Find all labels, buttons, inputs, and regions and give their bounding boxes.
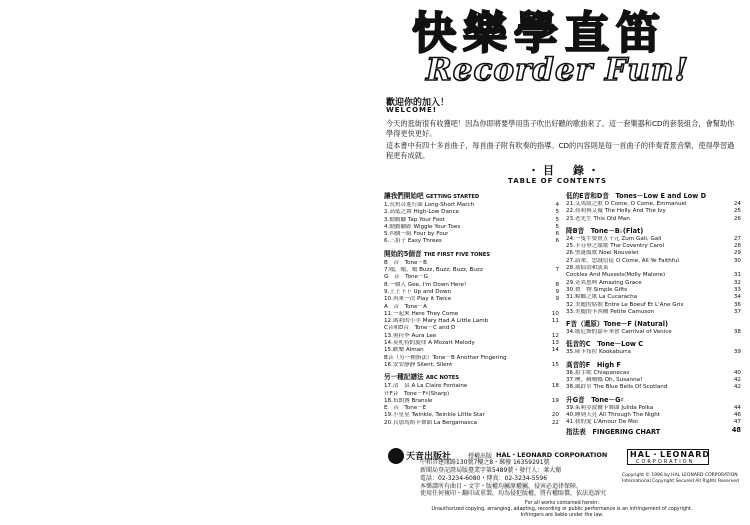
toc-entry[interactable] [566,201,741,208]
toc-entry-page: 9 [555,288,559,295]
toc-entry-title: 6.三拍子 Easy Threes [384,238,442,245]
toc-entry-title: 28.塞仙翁和淡菜 [566,265,609,272]
toc-entry[interactable] [384,333,559,340]
toc-entry-title: 31.蟑螂之歌 La Cucaracha [566,294,638,301]
toc-section-title: 開始的5個音 [384,249,422,258]
toc-entry-title: B音（另一種指法）Tone－B Another Fingering [384,354,507,361]
toc-section-title: 讓我們開始吧 [384,192,424,200]
toc-entry-page: 39 [733,349,741,356]
toc-entry[interactable] [566,370,741,377]
toc-entry[interactable] [384,412,559,419]
toc-entry-title: 21.艾馬紐之歌 O Come, O Come, Emmanuel [566,201,687,207]
toc-entry[interactable] [566,309,741,316]
toc-entry[interactable] [566,412,741,419]
toc-entry-page: 33 [733,286,741,293]
toc-entry[interactable] [384,296,559,303]
toc-entry-page: 11 [551,318,559,325]
toc-entry[interactable] [384,318,559,325]
toc-heading: ・目 錄・ [528,164,603,177]
toc-entry[interactable] [384,325,559,332]
toc-entry[interactable] [384,383,559,390]
toc-entry-page: 6 [555,231,559,238]
toc-entry[interactable] [384,304,559,311]
toc-entry-page: 7 [555,267,559,274]
toc-entry-title: C音和D音 Tone－C and D [384,325,456,332]
toc-entry[interactable] [566,258,741,265]
welcome-heading-english: WELCOME! [386,106,437,114]
toc-entry-page [557,260,559,267]
toc-entry-title: Cockles And Mussels(Molly Malone) [566,272,666,279]
toc-entry-title: 39.茱莉亞波爾卡舞曲 Julida Polka [566,404,654,411]
toc-entry[interactable] [384,267,559,274]
toc-entry-title: A 音 Tone－A [384,303,427,310]
toc-entry-title: 41.我的愛 L'Amour De Moi [566,419,638,426]
toc-entry-title: 38.風鈴草 The Blue Bells Of Scotland [566,384,668,391]
toc-section-heading [566,340,741,349]
toc-entry-title: 3.動動腳 Tap Your Foot [384,216,445,223]
toc-entry[interactable] [384,224,559,231]
toc-entry[interactable] [566,384,741,391]
toc-section-heading [384,192,559,202]
toc-section-title-english: GETTING STARTED [425,194,480,200]
toc-section-title-english: ABC NOTES [425,375,460,382]
toc-entry[interactable] [384,347,559,354]
toc-section-heading [384,373,559,383]
toc-entry-page: 5 [555,223,559,230]
toc-entry-title: 40.睡到天亮 All Through The Night [566,411,660,418]
toc-entry-page: 22 [551,419,559,426]
toc-entry-page: 4 [555,202,559,208]
toc-entry[interactable] [384,405,559,412]
toc-entry[interactable] [566,265,741,272]
fingering-chart-label: 指法表 FINGERING CHART [566,428,661,436]
toc-entry-title: 4.動動腳趾 Wiggle Your Toes [384,223,461,230]
toc-entry-page: 24 [733,201,741,207]
toc-entry-page: 6 [555,238,559,245]
toc-entry[interactable] [384,231,559,238]
toc-entry-page [557,304,559,311]
toc-entry-page [557,391,559,398]
toc-entry-page: 18 [551,383,559,390]
toc-entry[interactable] [384,274,559,281]
toc-entry-title: 17.清 泉 A La Claire Fontaine [384,383,468,390]
toc-entry-title: 11.一起來 Here They Come [384,310,459,317]
toc-section-heading [566,320,741,329]
toc-entry-page: 36 [733,301,741,308]
toc-section-title-english: THE FIRST FIVE TONES [423,251,491,258]
toc-entry-title: 25.卡芬垂之頌歌 The Coventry Carol [566,243,665,250]
toc-entry-title: 2.高低之舞 High-Low Dance [384,209,459,216]
toc-entry-title: 27.請來，忠誠信徒 O Come, All Ye Faithful [566,257,679,264]
toc-section-heading [384,250,559,260]
toc-entry-title: E 音 Tone－E [384,405,427,412]
left-page-blank [0,0,372,525]
toc-entry-page: 13 [551,340,559,347]
publisher-address-line: 本樂譜所有曲目・文字・版權均屬原權屬，侵害必追律保障。 [420,483,583,490]
toc-entry-page [557,405,559,412]
toc-entry-page [557,355,559,362]
toc-section-title: F音（還原）Tone－F (Natural) [566,320,668,329]
toc-entry-title: 22.荷莉與艾薇 The Holly And The Ivy [566,208,666,215]
toc-entry[interactable] [384,340,559,347]
toc-section-title: 低的E音和D音 Tones－Low E and Low D [566,192,707,200]
publisher-address-line: 電話：02-3234-6080・傳真：02-3234-5596 [420,475,548,482]
legal-notice-line: Infringers are liable under the law. [520,513,604,518]
toc-entry-title: 26.聖誕頌歌 Noel Nouvelet [566,250,639,257]
toc-left-column [384,188,559,427]
toc-entry[interactable] [384,289,559,296]
toc-section-heading [566,227,741,236]
hal-leonard-corp: CORPORATION [636,459,695,465]
publisher-corp: HAL・LEONARD CORPORATION [496,451,608,459]
toc-right-column [566,188,741,427]
toc-entry-title: 33.美麗的卡西爾 Petite Camuson [566,308,655,315]
toc-entry-page [557,325,559,332]
hal-leonard-logo: HAL・LEONARD [630,450,711,459]
toc-section-title: 升G音 Tone－G♯ [566,395,624,404]
toc-entry-page [557,274,559,281]
toc-entry[interactable] [384,420,559,427]
toc-entry[interactable] [384,362,559,369]
toc-entry-page: 47 [733,419,741,426]
publisher-address-line: 使用任何複印・翻印或重製，均為侵犯版權，將有權賠償，依法追訴究 [420,490,607,497]
toc-section-title: 低音的C Tone－Low C [566,340,644,349]
publisher-address-line: 新聞局登記證局版臺業字第5489號・發行人：莱大衛 [420,467,562,474]
toc-entry-page: 46 [733,411,741,418]
intro-paragraph-2: 這本書中有四十多首曲子，每首曲子附有吹奏的指導。CD的內容則是每一首曲子的伴奏背景音樂，使得學習過程更有成就。 [386,141,735,160]
toc-entry-title: 20.貝加馬斯卡舞曲 La Bergamasca [384,419,477,426]
toc-entry-page: 5 [555,209,559,216]
toc-entry[interactable] [566,280,741,287]
toc-entry[interactable] [566,236,741,243]
toc-entry[interactable] [566,208,741,215]
toc-entry-title: 12.瑪莉的小羊 Mary Had A Little Lamb [384,318,489,325]
toc-entry-title: 34.威尼斯的嘉年華會 Carnival of Venice [566,329,672,336]
publisher-name: 天音出版社 [406,452,452,462]
toc-entry[interactable] [566,302,741,309]
toc-entry-page: 8 [555,281,559,288]
publisher-logo-icon [388,448,404,464]
toc-entry-page: 31 [733,272,741,279]
toc-entry-title: G 音 Tone－G [384,274,428,281]
toc-section-title: 另一種記譜法 [384,373,424,382]
toc-section-title: 高音的F High F [566,360,621,369]
toc-entry-page: 20 [551,412,559,419]
toc-entry[interactable] [384,260,559,267]
toc-entry-title: 9.上上下下 Up and Down [384,288,452,295]
toc-entry-page: 29 [733,250,741,257]
toc-entry-page: 37 [733,308,741,315]
toc-entry-title: 18.布朗賽 Bransle [384,397,433,404]
fingering-chart-page: 48 [731,426,741,434]
toc-entry[interactable] [384,355,559,362]
toc-entry-page: 25 [733,208,741,215]
toc-entry-title: 1.長短音進行曲 Long-Short March [384,202,475,208]
toc-entry-title: 升F音 Tone－F♯(Sharp) [384,390,450,397]
toc-entry-page: 10 [551,310,559,317]
toc-entry-title: 19.小星星 Twinkle, Twinkle Little Star [384,412,485,419]
toc-entry-page: 34 [733,294,741,301]
intro-paragraph-1: 今天的逛街很有收獲吧！因為你即將要學用笛子吹出好聽的歌曲來了。這一套樂器和CD的套裝組合，會幫助你學得更快更好。 [386,119,735,138]
copyright-line: Copyright © 1996 by HAL LEONARD CORPORATION [622,473,738,478]
toc-entry-page: 28 [733,243,741,250]
toc-entry-page: 32 [733,279,741,286]
toc-entry-title: 16.安安靜靜 Silent, Silent [384,361,453,368]
toc-entry[interactable] [384,238,559,245]
toc-entry-title: 23.老先生 This Old Man [566,215,630,222]
toc-entry[interactable] [566,243,741,250]
toc-entry[interactable] [566,216,741,223]
toc-entry-title: 37.噢，蘇珊娜 Oh, Susanna! [566,377,643,384]
toc-entry[interactable] [384,217,559,224]
toc-entry[interactable] [384,209,559,216]
toc-entry-title: 36.拍手歌 Chiapanecas [566,369,630,376]
toc-heading-english: TABLE OF CONTENTS [508,177,608,185]
book-title-english: Recorder Fun! [426,52,690,88]
welcome-heading: 歡迎你的加入！ [386,98,450,108]
toc-section-heading [566,396,741,405]
toc-section-title: 降B音 Tone－B♭(Flat) [566,226,644,235]
toc-entry[interactable] [566,349,741,356]
toc-entry-title: 32.美麗的姑娘 Entre Le Boeuf Et L'Ane Gris [566,301,684,308]
toc-entry-title: B 音 Tone－B [384,259,427,266]
toc-entry-page: 27 [733,235,741,242]
publisher-address-line: 中和市建康路130號7樓之8・郵撥 16359291號 [420,459,550,466]
book-title-chinese: 快樂學直笛 [412,8,667,59]
toc-entry-page: 42 [733,384,741,391]
toc-entry-page: 30 [733,257,741,264]
toc-entry-title: 30.禮 物 Simple Gifts [566,286,628,293]
toc-entry-title: 5.四個一組 Four by Four [384,231,449,238]
toc-entry[interactable] [566,405,741,412]
toc-entry[interactable] [384,391,559,398]
toc-entry-title: 10.再來一次 Play it Twice [384,296,452,303]
legal-notice-line: Unauthorized copying, arranging, adapting, recording or public performance is an infringement of copyright. [431,507,693,512]
toc-entry-page: 19 [551,397,559,404]
toc-entry-page: 12 [551,332,559,339]
toc-entry-page: 42 [733,377,741,384]
toc-entry[interactable] [566,377,741,384]
toc-entry-page: 14 [551,347,559,354]
legal-notice-line: For all works contained herein: [525,501,599,506]
fingering-chart-entry[interactable] [566,426,741,436]
toc-entry[interactable] [566,250,741,257]
toc-entry[interactable] [384,398,559,405]
toc-entry-title: 7.嗡，嗡，嗡 Buzz, Buzz, Buzz, Buzz [384,267,483,274]
toc-entry[interactable] [384,311,559,318]
toc-entry[interactable] [566,329,741,336]
toc-entry-page: 9 [555,296,559,303]
toc-entry[interactable] [566,272,741,279]
toc-entry-title: 24.一隻牛要賣五千元 Zum Gali, Gali [566,235,662,242]
toc-entry-title: 8.一個人 Gee, I'm Down Here! [384,281,467,288]
toc-section-heading [566,192,741,201]
publisher-license: 授權出版 [468,453,493,460]
toc-entry-title: 15.歡樂 Alman [384,347,424,354]
toc-entry[interactable] [566,294,741,301]
toc-entry-page: 40 [733,369,741,376]
toc-entry-title: 14.莫札特的旋律 A Mozart Melody [384,340,475,347]
toc-entry-title: 13.奧拉李 Aura Lee [384,332,437,339]
toc-entry-page: 44 [733,404,741,411]
copyright-line: International Copyright Secured All Rights Reserved [622,479,739,484]
toc-entry-title: 35.庫卡布拉 Kookaburra [566,349,631,356]
toc-entry-page: 15 [551,361,559,368]
toc-entry-page [739,265,741,272]
toc-section-heading [566,361,741,370]
toc-entry-page: 5 [555,216,559,223]
toc-entry[interactable] [566,287,741,294]
toc-entry[interactable] [384,202,559,209]
toc-entry[interactable] [384,282,559,289]
toc-entry-title: 29.奇異恩典 Amazing Grace [566,279,642,286]
toc-entry-page: 26 [733,215,741,222]
toc-entry-page: 38 [733,329,741,336]
